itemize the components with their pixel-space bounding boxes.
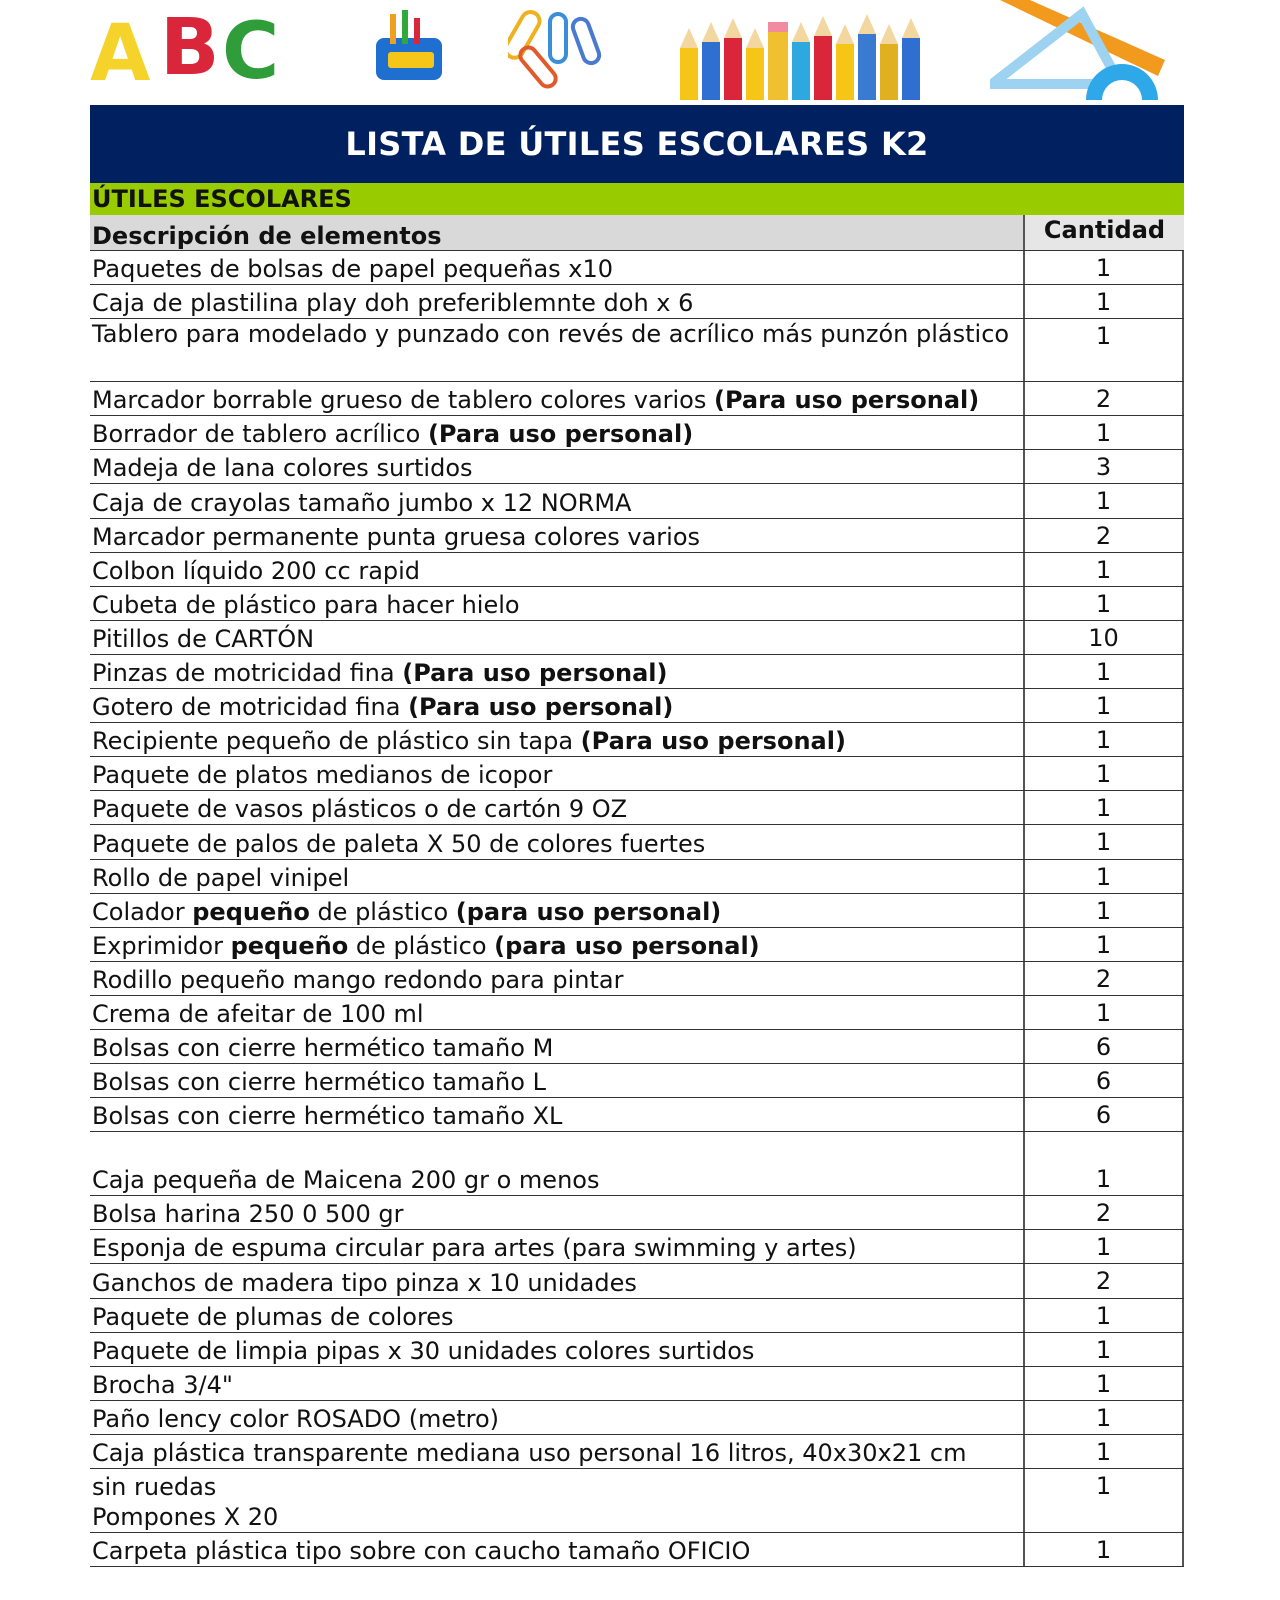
item-text: Marcador borrable grueso de tablero colores varios [92, 386, 714, 415]
table-row [90, 285, 1184, 319]
item-emphasis: pequeño [230, 931, 349, 960]
table-row [90, 553, 1184, 587]
table-row [90, 1132, 1184, 1196]
item-text: Rodillo pequeño mango redondo para pintar [92, 965, 624, 994]
letter-c: C [222, 7, 280, 97]
table-row [90, 1435, 1184, 1469]
item-quantity: 1 [1025, 1533, 1184, 1566]
letter-a: A [90, 9, 151, 99]
item-quantity: 1 [1025, 1435, 1184, 1468]
item-text: Cubeta de plástico para hacer hielo [92, 590, 520, 619]
item-description [90, 1333, 1025, 1366]
item-quantity: 1 [1025, 928, 1184, 961]
table-row [90, 655, 1184, 689]
item-quantity: 1 [1025, 484, 1184, 517]
table-row [90, 689, 1184, 723]
table-row [90, 621, 1184, 655]
item-description [90, 860, 1025, 893]
item-description [90, 450, 1025, 483]
item-quantity: 1 [1025, 757, 1184, 790]
item-text: Colador [92, 897, 193, 926]
table-row [90, 416, 1184, 450]
item-description [90, 1098, 1025, 1131]
item-quantity: 1 [1025, 416, 1184, 449]
table-row [90, 319, 1184, 382]
item-text: sin ruedas Pompones X 20 [92, 1473, 279, 1531]
item-quantity: 10 [1025, 621, 1184, 654]
section-title: ÚTILES ESCOLARES [92, 185, 352, 213]
item-usage-note: (Para uso personal) [408, 693, 674, 722]
item-description [90, 1132, 1025, 1195]
colored-pencils-icon [680, 14, 932, 100]
table-row [90, 1533, 1184, 1567]
item-description [90, 1367, 1025, 1400]
table-row [90, 962, 1184, 996]
item-text: Marcador permanente punta gruesa colores varios [92, 522, 701, 551]
item-description [90, 416, 1025, 449]
supplies-table [90, 105, 1184, 1567]
item-text: Carpeta plástica tipo sobre con caucho tamaño OFICIO [92, 1537, 751, 1566]
item-description [90, 996, 1025, 1029]
table-row [90, 825, 1184, 859]
header-artwork [0, 0, 1280, 104]
item-quantity: 1 [1025, 251, 1184, 284]
item-text: Caja de plastilina play doh preferiblemnte doh x 6 [92, 289, 694, 318]
table-row [90, 1064, 1184, 1098]
table-row [90, 723, 1184, 757]
item-quantity: 1 [1025, 285, 1184, 318]
item-quantity: 1 [1025, 825, 1184, 858]
section-header [90, 183, 1184, 215]
item-text: Crema de afeitar de 100 ml [92, 999, 424, 1028]
table-row [90, 382, 1184, 416]
item-quantity: 1 [1025, 723, 1184, 756]
item-quantity: 1 [1025, 689, 1184, 722]
table-row [90, 928, 1184, 962]
item-description [90, 928, 1025, 961]
table-row [90, 1299, 1184, 1333]
table-row [90, 1264, 1184, 1298]
item-text: Paquete de platos medianos de icopor [92, 761, 553, 790]
item-quantity: 1 [1025, 894, 1184, 927]
item-quantity: 6 [1025, 1064, 1184, 1097]
item-text: Rollo de papel vinipel [92, 863, 350, 892]
item-text: Brocha 3/4" [92, 1370, 233, 1399]
title-text: LISTA DE ÚTILES ESCOLARES K2 [345, 125, 929, 163]
item-description [90, 962, 1025, 995]
item-description [90, 825, 1025, 858]
item-text: Caja pequeña de Maicena 200 gr o menos [92, 1166, 600, 1195]
item-usage-note: (Para uso personal) [580, 727, 846, 756]
item-description [90, 689, 1025, 722]
table-row [90, 1098, 1184, 1132]
item-description [90, 1230, 1025, 1263]
item-text: Paquetes de bolsas de papel pequeñas x10 [92, 255, 614, 284]
item-text-continued: de plástico [348, 931, 495, 960]
item-quantity: 1 [1025, 587, 1184, 620]
item-description [90, 484, 1025, 517]
item-emphasis: pequeño [192, 897, 310, 926]
item-text: Paquete de limpia pipas x 30 unidades colores surtidos [92, 1336, 755, 1365]
item-quantity: 1 [1025, 1132, 1184, 1195]
item-description [90, 285, 1025, 318]
item-text: Bolsa harina 250 0 500 gr [92, 1200, 404, 1229]
item-usage-note: (Para uso personal) [427, 420, 694, 449]
table-row [90, 1230, 1184, 1264]
item-text: Caja de crayolas tamaño jumbo x 12 NORMA [92, 488, 632, 517]
item-quantity: 6 [1025, 1030, 1184, 1063]
item-description [90, 1264, 1025, 1297]
item-text: Paquete de palos de paleta X 50 de colores fuertes [92, 829, 706, 858]
item-description [90, 1435, 1025, 1468]
item-quantity: 1 [1025, 996, 1184, 1029]
paper-clips-icon [508, 4, 608, 94]
item-quantity: 2 [1025, 519, 1184, 552]
pencil-case-icon [370, 8, 450, 88]
item-description [90, 519, 1025, 552]
item-text: Bolsas con cierre hermético tamaño M [92, 1034, 554, 1063]
item-quantity: 1 [1025, 1367, 1184, 1400]
item-usage-note: (para uso personal) [494, 931, 760, 960]
item-usage-note: (Para uso personal) [402, 659, 668, 688]
item-quantity: 1 [1025, 553, 1184, 586]
item-quantity: 1 [1025, 1469, 1184, 1532]
table-row [90, 519, 1184, 553]
item-description [90, 723, 1025, 756]
item-text: Pinzas de motricidad fina [92, 659, 403, 688]
item-description [90, 1401, 1025, 1434]
column-header-description: Descripción de elementos [90, 215, 1025, 250]
item-quantity: 1 [1025, 319, 1184, 381]
item-description [90, 621, 1025, 654]
item-text: Ganchos de madera tipo pinza x 10 unidades [92, 1268, 637, 1297]
ruler-protractor-icon [990, 0, 1170, 104]
table-row [90, 251, 1184, 285]
table-row [90, 484, 1184, 518]
item-text: Paño lency color ROSADO (metro) [92, 1404, 499, 1433]
item-usage-note: (Para uso personal) [714, 386, 980, 415]
item-description [90, 1533, 1025, 1566]
item-description [90, 1299, 1025, 1332]
item-text: Pitillos de CARTÓN [92, 624, 315, 653]
table-row [90, 1367, 1184, 1401]
column-header-quantity: Cantidad [1025, 215, 1184, 250]
item-quantity: 1 [1025, 655, 1184, 688]
item-description [90, 791, 1025, 824]
item-quantity: 2 [1025, 962, 1184, 995]
item-quantity: 1 [1025, 791, 1184, 824]
item-text: Colbon líquido 200 cc rapid [92, 556, 421, 585]
item-description [90, 1469, 1025, 1532]
item-quantity: 2 [1025, 1196, 1184, 1229]
item-text: Paquete de plumas de colores [92, 1302, 454, 1331]
item-text: Bolsas con cierre hermético tamaño XL [92, 1102, 563, 1131]
item-description [90, 1064, 1025, 1097]
item-description [90, 251, 1025, 284]
item-description [90, 1196, 1025, 1229]
table-row [90, 450, 1184, 484]
item-description [90, 655, 1025, 688]
item-text: Borrador de tablero acrílico [92, 420, 428, 449]
item-text: Gotero de motricidad fina [92, 693, 409, 722]
table-row [90, 587, 1184, 621]
item-quantity: 1 [1025, 1401, 1184, 1434]
table-body [90, 251, 1184, 1567]
table-row [90, 996, 1184, 1030]
item-description [90, 587, 1025, 620]
item-quantity: 1 [1025, 1333, 1184, 1366]
item-text: Caja plástica transparente mediana uso personal 16 litros, 40x30x21 cm [92, 1439, 967, 1467]
item-text: Exprimidor [92, 931, 231, 960]
item-quantity: 6 [1025, 1098, 1184, 1131]
item-quantity: 2 [1025, 382, 1184, 415]
table-row [90, 1469, 1184, 1533]
letter-b: B [160, 3, 220, 93]
item-description [90, 894, 1025, 927]
table-row [90, 791, 1184, 825]
item-text-continued: de plástico [309, 897, 456, 926]
table-row [90, 1401, 1184, 1435]
item-quantity: 3 [1025, 450, 1184, 483]
item-usage-note: (para uso personal) [455, 897, 722, 926]
column-headers [90, 215, 1184, 251]
item-description [90, 757, 1025, 790]
item-description [90, 319, 1025, 381]
item-quantity: 1 [1025, 860, 1184, 893]
table-row [90, 860, 1184, 894]
item-description [90, 553, 1025, 586]
item-description [90, 1030, 1025, 1063]
table-row [90, 1030, 1184, 1064]
item-quantity: 1 [1025, 1230, 1184, 1263]
table-row [90, 757, 1184, 791]
page-title [90, 105, 1184, 183]
item-text: Recipiente pequeño de plástico sin tapa [92, 727, 581, 756]
item-text: Bolsas con cierre hermético tamaño L [92, 1068, 546, 1097]
item-quantity: 1 [1025, 1299, 1184, 1332]
item-text: Esponja de espuma circular para artes (para swimming y artes) [92, 1234, 857, 1263]
item-text: Tablero para modelado y punzado con revés de acrílico más punzón plástico [92, 320, 1010, 349]
item-text: Paquete de vasos plásticos o de cartón 9 OZ [92, 795, 628, 824]
item-quantity: 2 [1025, 1264, 1184, 1297]
table-row [90, 894, 1184, 928]
table-row [90, 1333, 1184, 1367]
item-text: Madeja de lana colores surtidos [92, 454, 473, 483]
item-description [90, 382, 1025, 415]
table-row [90, 1196, 1184, 1230]
